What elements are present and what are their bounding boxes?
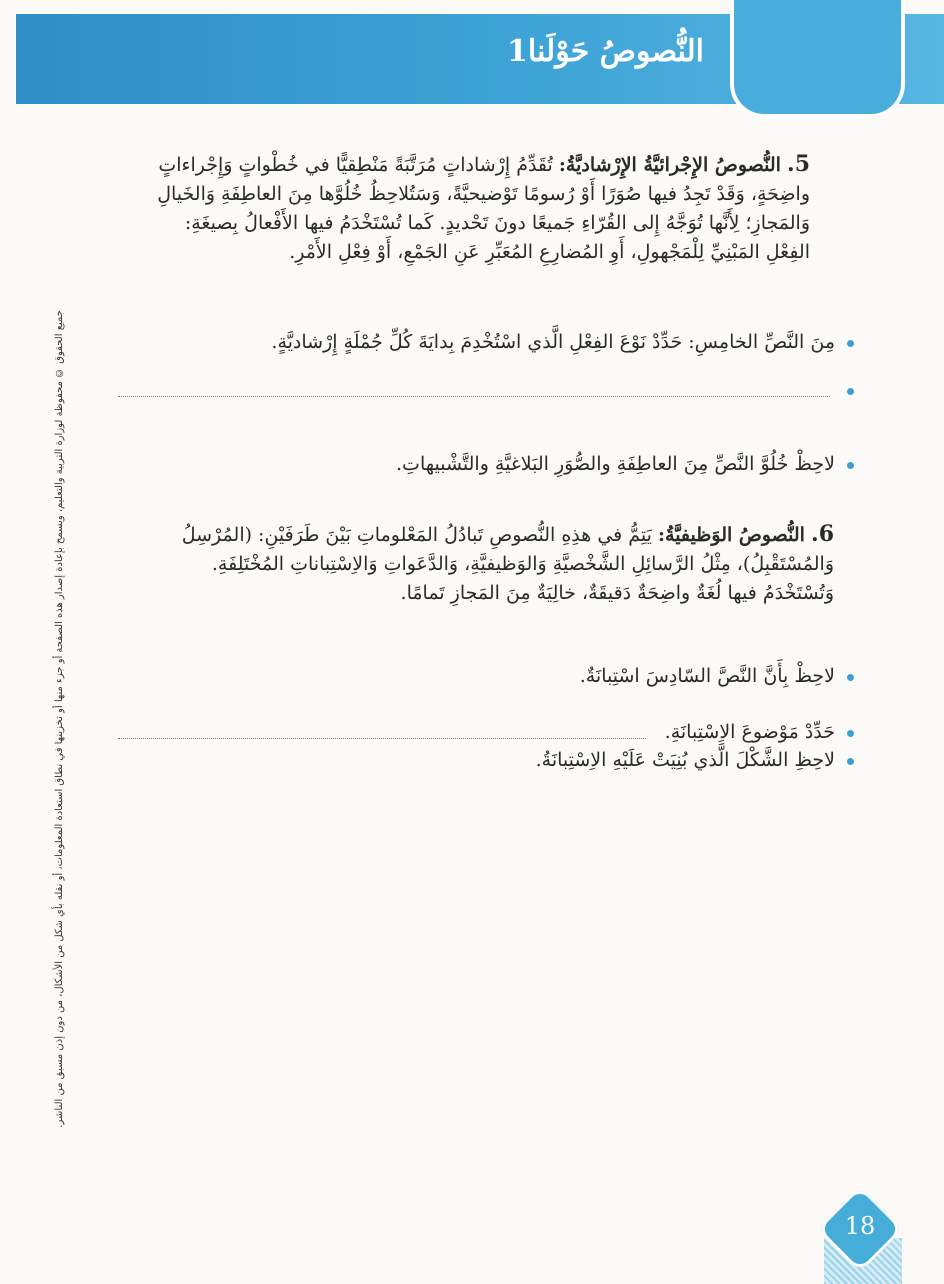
section-number: 5. [787,151,810,177]
section-term: النُّصوصُ الإِجْرائيَّةُ الإِرْشاديَّةُ: [558,154,781,176]
answer-line[interactable] [118,396,830,397]
bullet-icon [847,758,854,765]
bullet-icon [847,674,854,681]
bullet-item [665,718,854,746]
section-6 [94,520,834,608]
bullet-text: لاحِظِ الشَّكْلَ الَّذي بُنِيَتْ عَلَيْهِ الاِسْتِبانَةُ. [535,749,835,771]
answer-bullet [835,376,854,404]
bullet-icon [847,388,854,395]
section-5-line-2: واضِحَةٍ، وَقَدْ تَجِدُ فيها صُوَرًا أَوْ رُسومًا تَوْضيحيَّةً، وَسَتُلاحِظُ خُلُوَّها مِنَ العاطِفَةِ وَالخَيالِ [157,183,810,205]
bullet-icon [847,730,854,737]
section-text: تُقَدِّمُ إِرْشاداتٍ مُرَتَّبَةً مَنْطِقيًّا في خُطْواتٍ وَإِجْراءاتٍ [158,154,553,176]
page-title: النُّصوصُ حَوْلَنا1 [506,34,704,69]
section-5-line-1 [90,150,810,180]
section-term: النُّصوصُ الوَظيفيَّةُ: [658,524,805,546]
section-6-line-1 [94,520,834,550]
bullet-text: لاحِظْ بِأَنَّ النَّصَّ السّادِسَ اسْتِبانَةٌ. [579,665,835,687]
section-6-line-2: وَالمُسْتَقْبِلُ)، مِثْلُ الرَّسائِلِ الشَّخْصيَّةِ وَالوَظيفيَّةِ، وَالدَّعَواتِ وَالاِسْتِباناتِ المُخْتَلِفَةِ. [211,553,834,575]
header-tab [730,0,905,118]
section-6-line-3: وَتُسْتَخْدَمُ فيها لُغَةٌ واضِحَةٌ دَقيقَةٌ، خالِيَةٌ مِنَ المَجازِ تَمامًا. [400,582,834,604]
section-number: 6. [811,521,834,547]
bullet-text: لاحِظْ خُلُوَّ النَّصِّ مِنَ العاطِفَةِ والصُّوَرِ البَلاغيَّةِ والتَّشْبيهاتِ. [396,453,835,475]
bullet-text: مِنَ النَّصِّ الخامِسِ: حَدِّدْ نَوْعَ الفِعْلِ الَّذي اسْتُخْدِمَ بِدايَةَ كُلِّ جُمْلَةٍ إِرْشاديَّةٍ. [271,331,835,353]
copyright-note: جميع الحقوق © محفوظة لوزارة التربية والتعليم، ويسمح بإعادة إصدار هذه الصفحة أو جزء منها أو تخزينها في نطاق استعادة المعلومات، أو نقله بأي شكل من الأشكال، من دون إذن مسبق من الناشر. [54,310,65,1128]
bullet-item [271,328,854,356]
bullet-item [536,746,854,774]
section-5-line-3: وَالمَجازِ؛ لِأَنَّها تُوَجَّهُ إِلى القُرّاءِ جَميعًا دونَ تَحْديدٍ. كَما تُسْتَخْدَمُ فيها الأَفْعالُ بِصيغَةِ: [184,212,810,234]
bullet-icon [847,462,854,469]
bullet-item [580,662,854,690]
section-5 [90,150,810,267]
page-number: 18 [844,1212,876,1240]
bullet-icon [847,340,854,347]
bullet-text: حَدِّدْ مَوْضوعَ الاِسْتِبانَةِ. [664,721,835,743]
bullet-item [396,450,854,478]
answer-line[interactable] [118,738,646,739]
section-text: يَتِمُّ في هذِهِ النُّصوصِ تَبادُلُ المَعْلوماتِ بَيْنَ طَرَفَيْنِ: (المُرْسِلُ [181,524,652,546]
section-5-line-4: الفِعْلِ المَبْنِيِّ لِلْمَجْهولِ، أَوِ المُضارِعِ المُعَبِّرِ عَنِ الجَمْعِ، أَوْ فِعْلِ الأَمْرِ. [289,241,810,263]
